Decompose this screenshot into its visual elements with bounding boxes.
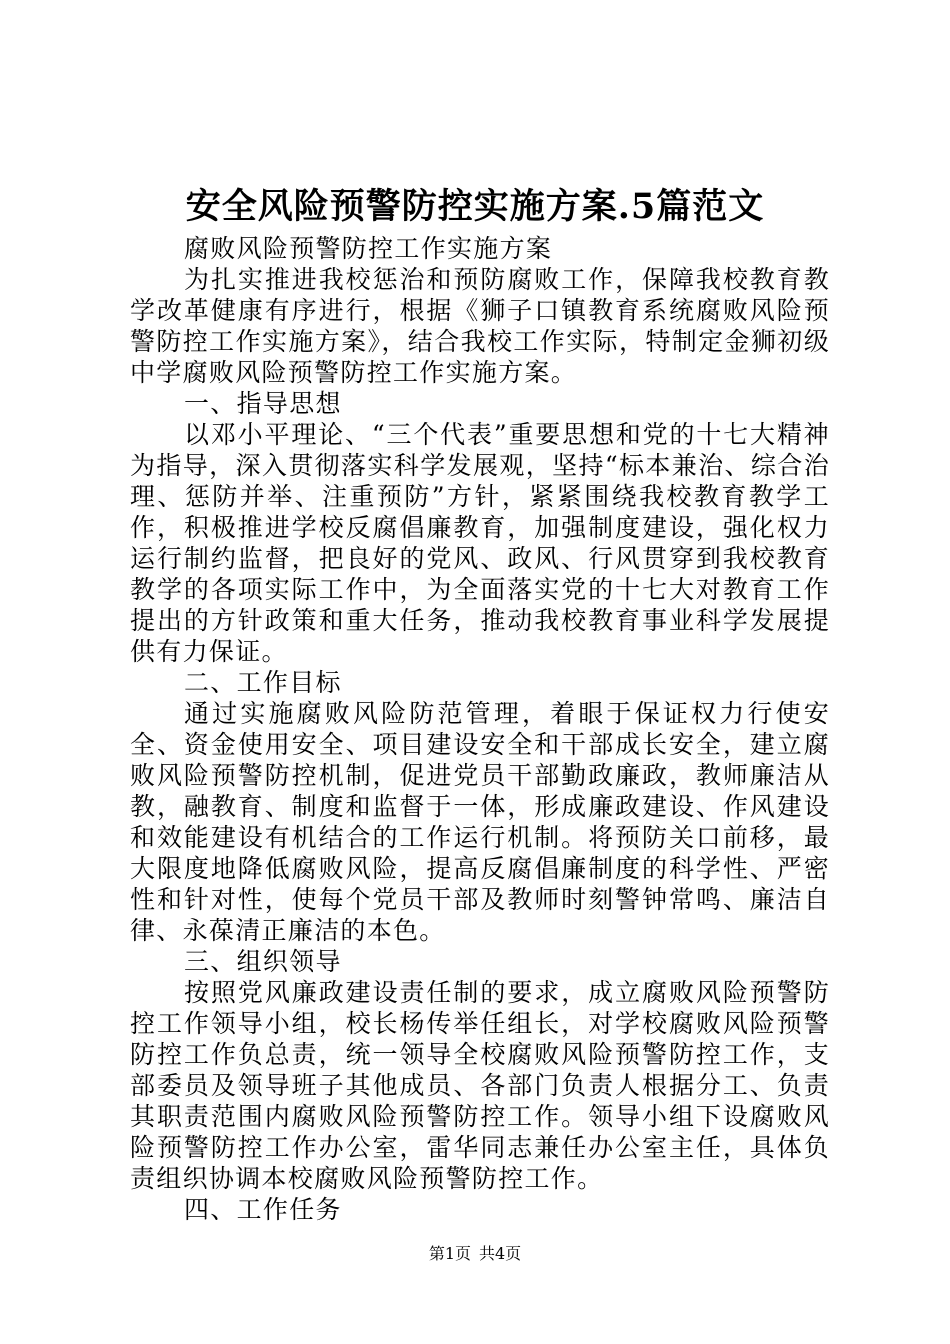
page-number: 第1页 bbox=[428, 1244, 471, 1263]
subtitle-paragraph: 腐败风险预警防控工作实施方案 bbox=[184, 234, 553, 263]
document-title: 安全风险预警防控实施方案.5篇范文 bbox=[185, 186, 765, 227]
page-total: 共4页 bbox=[479, 1244, 522, 1263]
body-paragraph: 通过实施腐败风险防范管理，着眼于保证权力行使安全、资金使用安全、项目建设安全和干部成长安全，建立腐败风险预警防控机制，促进党员干部勤政廉政，教师廉洁从教，融教育、制度和监督于一体，形成廉政建设、作风建设和效能建设有机结合的工作运行机制。将预防关口前移，最大限度地降低腐败风险，提高反腐倡廉制度的科学性、严密性和针对性，使每个党员干部及教师时刻警钟常鸣、廉洁自律、永葆清正廉洁的本色。 bbox=[130, 699, 830, 945]
document-body bbox=[130, 233, 830, 1225]
section-heading: 二、工作目标 bbox=[184, 668, 342, 697]
section-heading: 四、工作任务 bbox=[184, 1195, 342, 1224]
body-paragraph: 按照党风廉政建设责任制的要求，成立腐败风险预警防控工作领导小组，校长杨传举任组长，对学校腐败风险预警防控工作负总责，统一领导全校腐败风险预警防控工作，支部委员及领导班子其他成员、各部门负责人根据分工、负责其职责范围内腐败风险预警防控工作。领导小组下设腐败风险预警防控工作办公室，雷华同志兼任办公室主任，具体负责组织协调本校腐败风险预警防控工作。 bbox=[130, 978, 830, 1193]
page-footer bbox=[0, 1243, 950, 1265]
body-paragraph: 为扎实推进我校惩治和预防腐败工作，保障我校教育教学改革健康有序进行，根据《狮子口镇教育系统腐败风险预警防控工作实施方案》，结合我校工作实际，特制定金狮初级中学腐败风险预警防控工作实施方案。 bbox=[130, 265, 830, 387]
section-heading: 三、组织领导 bbox=[184, 947, 342, 976]
body-paragraph: 以邓小平理论、“三个代表”重要思想和党的十七大精神为指导，深入贯彻落实科学发展观，坚持“标本兼治、综合治理、惩防并举、注重预防”方针，紧紧围绕我校教育教学工作，积极推进学校反腐倡廉教育，加强制度建设，强化权力运行制约监督，把良好的党风、政风、行风贯穿到我校教育教学的各项实际工作中，为全面落实党的十七大对教育工作提出的方针政策和重大任务，推动我校教育事业科学发展提供有力保证。 bbox=[130, 420, 830, 666]
section-heading: 一、指导思想 bbox=[184, 389, 342, 418]
